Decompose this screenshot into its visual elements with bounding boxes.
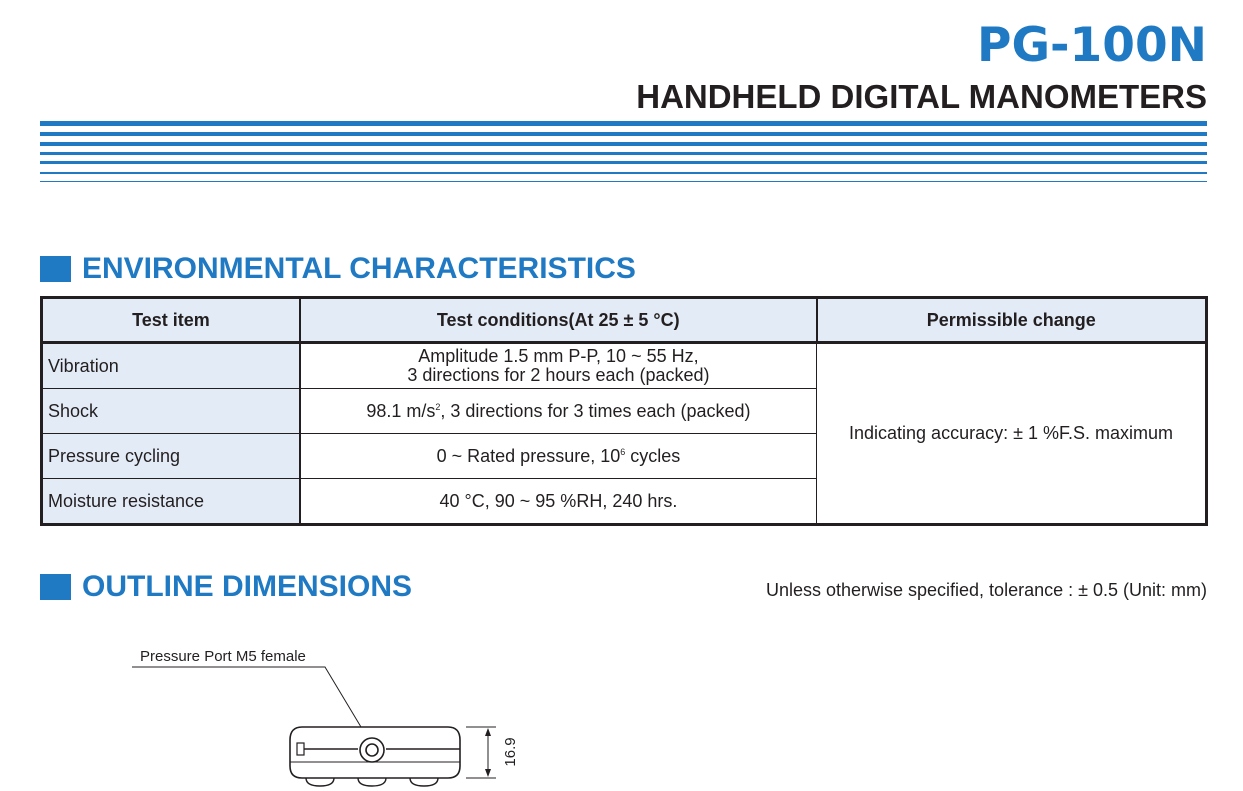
device-foot (358, 778, 386, 786)
test-item-cell: Shock (42, 389, 300, 434)
device-foot (306, 778, 334, 786)
port-label: Pressure Port M5 female (140, 648, 306, 665)
env-section-title: ENVIRONMENTAL CHARACTERISTICS (82, 252, 636, 285)
side-switch (297, 743, 304, 755)
column-header: Test item (42, 298, 300, 343)
superscript: 6 (620, 446, 626, 457)
condition-text: , 3 directions for 3 times each (packed) (440, 400, 751, 421)
dimension-arrow (485, 728, 491, 736)
condition-line: 3 directions for 2 hours each (packed) (407, 365, 710, 385)
test-condition-cell: 40 °C, 90 ~ 95 %RH, 240 hrs. (300, 479, 817, 525)
condition-text: 0 ~ Rated pressure, 10 (436, 445, 621, 466)
test-item-cell: Vibration (42, 343, 300, 389)
dimension-arrow (485, 769, 491, 777)
tolerance-note: Unless otherwise specified, tolerance : ± 0.5 (Unit: mm) (765, 580, 1207, 600)
height-dimension: 16.9 (502, 737, 519, 767)
condition-text: cycles (625, 445, 681, 466)
outline-section-title: OUTLINE DIMENSIONS (82, 570, 413, 603)
condition-text: 98.1 m/s (366, 400, 436, 421)
device-foot (410, 778, 438, 786)
test-item-cell: Pressure cycling (42, 434, 300, 479)
column-header: Permissible change (817, 298, 1207, 343)
model-title: PG-100N (977, 18, 1207, 73)
condition-line: Amplitude 1.5 mm P-P, 10 ~ 55 Hz, (418, 346, 699, 367)
superscript: 2 (435, 401, 441, 412)
product-subtitle: HANDHELD DIGITAL MANOMETERS (636, 78, 1207, 115)
permissible-change-cell: Indicating accuracy: ± 1 %F.S. maximum (817, 343, 1207, 525)
column-header: Test conditions(At 25 ± 5 °C) (300, 298, 817, 343)
test-item-cell: Moisture resistance (42, 479, 300, 525)
pressure-port-inner (366, 744, 378, 756)
